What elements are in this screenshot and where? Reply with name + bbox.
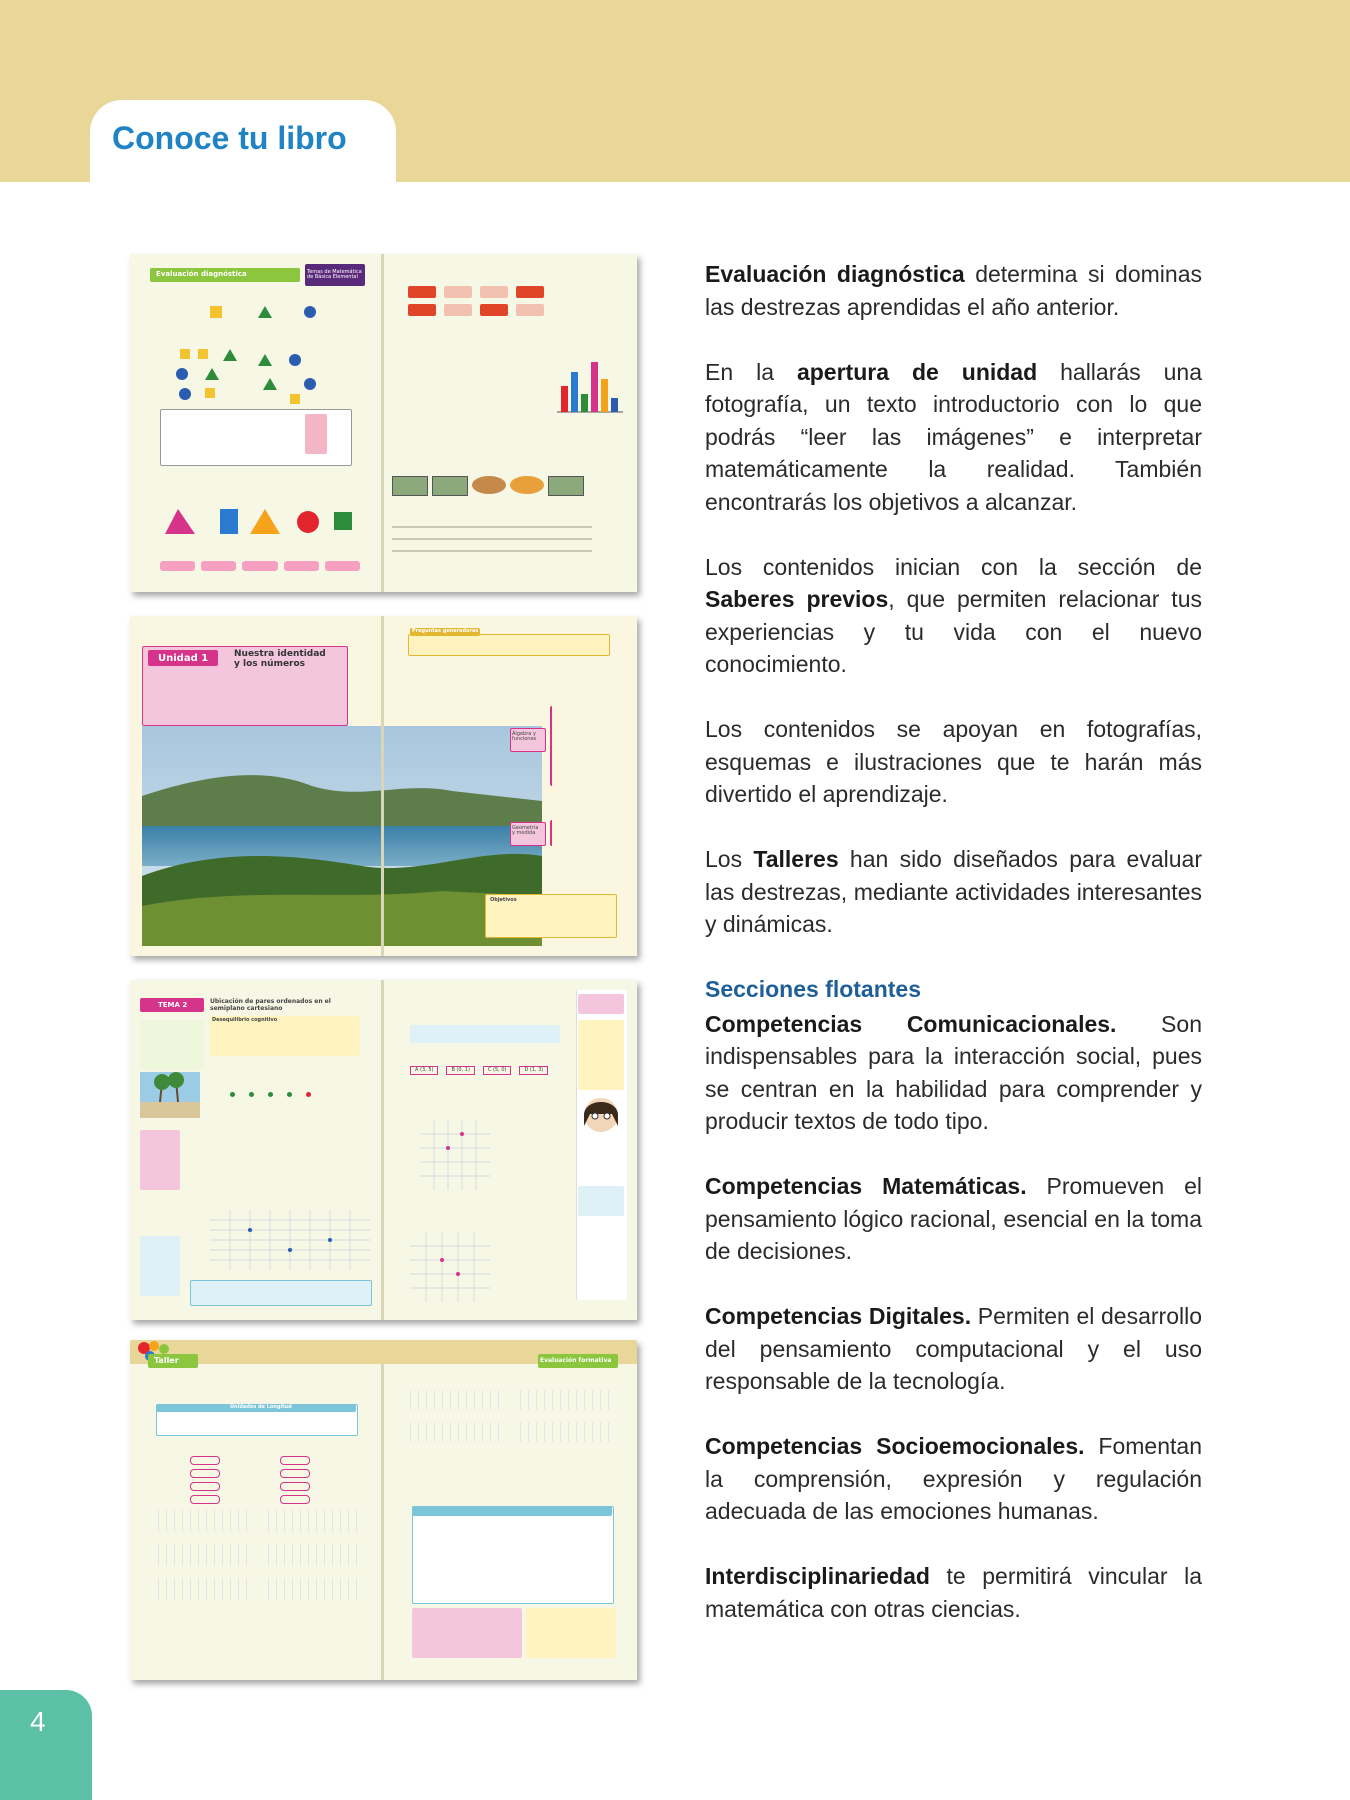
answer-line xyxy=(392,550,592,552)
coordinate-grid xyxy=(210,1210,370,1270)
page-number: 4 xyxy=(30,1706,46,1737)
number-sequence xyxy=(408,286,568,316)
landscape-photo xyxy=(142,726,542,946)
collab-box xyxy=(412,1608,522,1658)
saberes-previos-label: Desequilibrio cognitivo xyxy=(212,1017,278,1023)
intro-box xyxy=(410,1025,560,1043)
para-apertura: En la apertura de unidad hallarás una fotografía, un texto introductorio con lo que podrás “leer las imágenes” e interpretar matemáticamente la realidad. También encontrarás los objetivos a alcanzar. xyxy=(705,358,1202,515)
unit-title: Nuestra identidad y los números xyxy=(234,649,326,669)
thumbnail-taller xyxy=(130,1340,637,1680)
exercise-grid xyxy=(158,1510,358,1600)
floating-sections-heading: Secciones flotantes xyxy=(705,976,922,1002)
para-talleres: Los Talleres han sido diseñados para evaluar las destrezas, mediante actividades interesantes y dinámicas. xyxy=(705,846,1202,937)
page-number-tab xyxy=(0,1690,92,1800)
para-saberes: Los contenidos inician con la sección de Saberes previos, que permiten relacionar tus experiencias y tu vida con el nuevo conocimiento. xyxy=(705,553,1202,677)
competencia-box xyxy=(140,1236,180,1296)
thumbnail-tema xyxy=(130,980,637,1320)
character-illustration xyxy=(582,1096,620,1134)
page-title: Conoce tu libro xyxy=(112,120,347,156)
tema-title: Ubicación de pares ordenados en el semiplano cartesiano xyxy=(210,998,331,1013)
book-fold xyxy=(381,1340,384,1680)
table-cell-color xyxy=(305,414,327,454)
palm-photo xyxy=(140,1072,200,1118)
book-fold xyxy=(381,980,384,1320)
para-socioemocionales: Competencias Socioemocionales. Fomentan la comprensión, expresión y regulación adecuada de las emociones humanas. xyxy=(705,1433,1202,1524)
answer-line xyxy=(392,538,592,540)
pair-boxes xyxy=(410,1066,548,1075)
concept-map-node-label: Geometría y medida xyxy=(512,825,539,836)
bar-chart-illustration xyxy=(555,354,625,414)
tema-label: TEMA 2 xyxy=(158,1001,188,1009)
answer-pills xyxy=(160,561,360,571)
dots-row xyxy=(230,1092,311,1097)
book-fold xyxy=(381,616,384,956)
answer-line xyxy=(392,526,592,528)
para-interdisciplinariedad: Interdisciplinariedad te permitirá vincular la matemática con otras ciencias. xyxy=(705,1563,1202,1622)
length-units-title: Unidades de Longitud xyxy=(230,1404,292,1410)
description-column xyxy=(705,258,1202,1625)
coordinate-grid-2 xyxy=(420,1120,490,1190)
unit-label: Unidad 1 xyxy=(158,653,209,664)
para-matematicas: Competencias Matemáticas. Promueven el pensamiento lógico racional, esencial en la toma de decisiones. xyxy=(705,1173,1202,1264)
para-evaluacion: Evaluación diagnóstica determina si dominas las destrezas aprendidas el año anterior. xyxy=(705,261,1202,320)
thumbnail-evaluacion-diagnostica xyxy=(130,254,637,592)
problem-table-header xyxy=(412,1506,612,1516)
side-box xyxy=(578,994,624,1014)
pair-box: A (3, 5) xyxy=(410,1066,438,1075)
questions-box xyxy=(408,634,610,656)
para-digitales: Competencias Digitales. Permiten el desarrollo del pensamiento computacional y el uso responsable de la tecnología. xyxy=(705,1303,1202,1394)
info-box xyxy=(190,1280,372,1306)
pill-inputs xyxy=(190,1456,310,1504)
formative-label: Evaluación formativa xyxy=(540,1357,612,1364)
side-box xyxy=(578,1186,624,1216)
side-box xyxy=(578,1020,624,1090)
coordinate-grid-3 xyxy=(410,1232,490,1302)
pair-box: C (5, 0) xyxy=(483,1066,512,1075)
concept-map-bracket xyxy=(550,706,558,786)
exercise-grid xyxy=(410,1390,610,1442)
solids-illustration xyxy=(160,504,360,554)
questions-box-label: Preguntas generadoras xyxy=(412,628,479,634)
pair-box: D (1, 3) xyxy=(519,1066,548,1075)
pair-box: B (0, 1) xyxy=(446,1066,474,1075)
book-fold xyxy=(381,254,384,592)
competencia-box xyxy=(140,1130,180,1190)
tag-box-label: Temas de Matemática de Básica Elemental xyxy=(307,269,362,280)
para-comunicacionales: Competencias Comunicacionales. Son indispensables para la interacción social, pues se centran en la habilidad para comprender y producir textos de todo tipo. xyxy=(705,1010,1202,1134)
concept-map-bracket xyxy=(550,820,558,846)
section-banner-label: Evaluación diagnóstica xyxy=(156,270,247,278)
reflection-box xyxy=(526,1608,616,1658)
money-row xyxy=(392,476,612,496)
thumbnail-apertura-unidad xyxy=(130,616,637,956)
mini-graph xyxy=(140,1020,204,1070)
para-contenidos: Los contenidos se apoyan en fotografías, esquemas e ilustraciones que te harán más divertido el aprendizaje. xyxy=(705,716,1202,807)
objectives-label: Objetivos xyxy=(490,897,517,903)
taller-label: Taller xyxy=(154,1356,179,1365)
concept-map-node-label: Álgebra y funciones xyxy=(512,731,537,742)
problem-table xyxy=(412,1506,614,1604)
